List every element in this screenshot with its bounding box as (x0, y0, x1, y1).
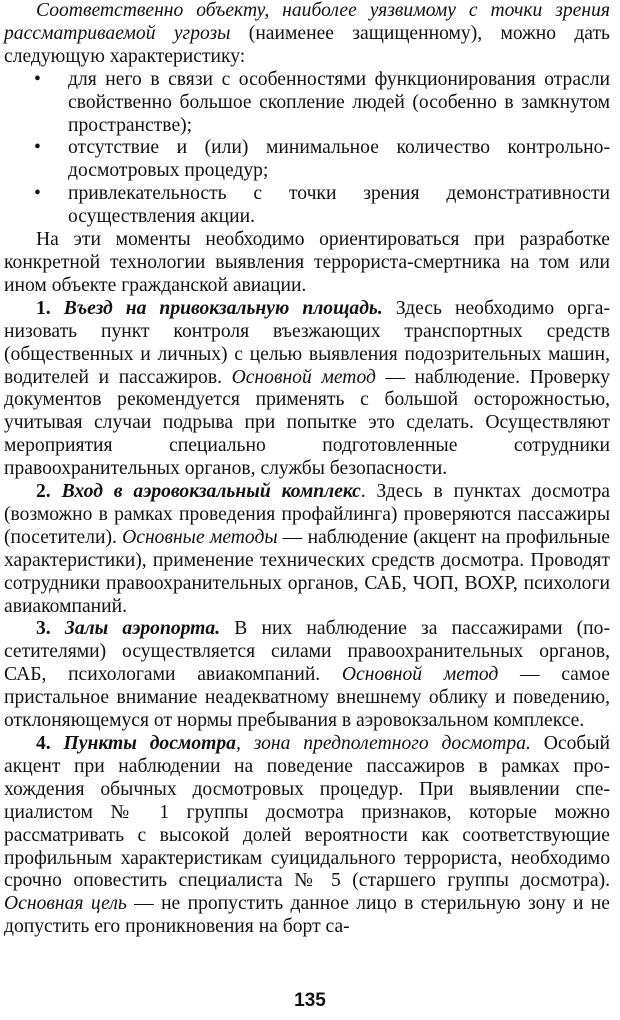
item-title: Пункты досмотра (63, 733, 236, 754)
item-subtitle: зона предполетного досмотра. (253, 733, 531, 754)
list-item-text: привлекательность с точки зрения демонстративности осуществления акции. (68, 183, 610, 228)
item-text: — наблюдение. Проверку документов рекомендуется применять с большой осторожностью, учитывая случаи подрыва при попытке это сделать. Осуществляют мероприятия специально подготовленные сотрудники правоохранительных органов, службы безопасности. (4, 366, 611, 480)
intro-paragraph (4, 0, 610, 69)
item-number: 2. (36, 481, 51, 503)
page-number: 135 (294, 990, 326, 1011)
item-text: В них наблюдение за пассажирами (посетителями) осуществляется силами правоохранительных органов, САБ, психологами авиакомпаний. (4, 618, 610, 686)
intro-text: (наименее защищенному), можно дать следующую характеристику: (4, 22, 610, 67)
item-method: Основной метод (341, 664, 499, 686)
numbered-paragraph-4 (4, 733, 610, 939)
item-text: . Здесь в пунктах досмотра (возможно в рамках проведения профайлинга) проверяются пассажиры (посетители). (4, 481, 610, 548)
item-method: Основные методы (122, 526, 278, 548)
list-item-text: для него в связи с особенностями функционирования отрасли свойственно большое скопление людей (особенно в замкнутом пространстве); (68, 68, 610, 136)
item-goal: Основная цель (4, 893, 127, 915)
item-text: — самое пристальное внимание неадекватному внешнему облику и поведению, отклоняющемуся от нормы пребывания в аэровокзальном комплексе. (4, 664, 611, 732)
list-item-text: отсутствие и (или) минимальное количество контрольно-досмотровых процедур; (68, 137, 610, 182)
numbered-paragraph-1 (4, 298, 610, 481)
item-title: Залы аэропорта. (64, 618, 221, 640)
item-number: 1. (36, 297, 51, 319)
item-number: 3. (36, 618, 51, 640)
text-column (4, 0, 610, 939)
list-item (4, 137, 610, 183)
item-text: Здесь необходимо организовать пункт контроля въезжающих транспортных средств (общественных и личных) с целью выявления подозрительных машин, водителей и пассажиров. (4, 297, 611, 388)
characteristics-list (4, 69, 610, 229)
item-separator: , (235, 733, 254, 754)
item-number: 4. (36, 733, 51, 754)
bullet-icon: • (34, 137, 41, 159)
item-method: Основной метод (231, 366, 376, 388)
item-text: — наблюдение (акцент на профильные характеристики), применение технических средств досмотра. Проводят сотрудники правоохранительных органов, САБ, ЧОП, ВОХР, психологи авиакомпаний. (4, 526, 610, 617)
bullet-icon: • (34, 68, 41, 90)
list-item (4, 69, 610, 138)
numbered-paragraph-2 (4, 481, 610, 618)
item-title: Вход в аэровокзальный комплекс (61, 481, 361, 503)
numbered-paragraph-3 (4, 618, 610, 733)
list-item (4, 183, 610, 229)
orientation-paragraph: На эти моменты необходимо ориентироваться при разработке конкретной технологии выявления террориста-смертника на том или ином объекте гражданской авиации. (4, 229, 610, 296)
item-text: — не пропустить данное лицо в стерильную зону и не допустить его проникновения на борт са- (4, 893, 610, 938)
item-text: Особый акцент при наблюдении на поведение пассажиров в рамках прохождения обычных досмотровых процедур. При выявлении специалистом № 1 группы досмотра признаков, которые можно рассматривать с высокой долей вероятности как соответствующие профильным характеристикам суицидального террориста, необходимо срочно оповестить специалиста № 5 (старшего группы досмотра). (4, 733, 610, 892)
intro-italic: Соответственно объекту, наиболее уязвимому с точки зрения рассматриваемой угрозы (4, 0, 610, 44)
item-title: Въезд на привокзальную площадь. (63, 297, 383, 319)
bullet-icon: • (34, 183, 41, 205)
